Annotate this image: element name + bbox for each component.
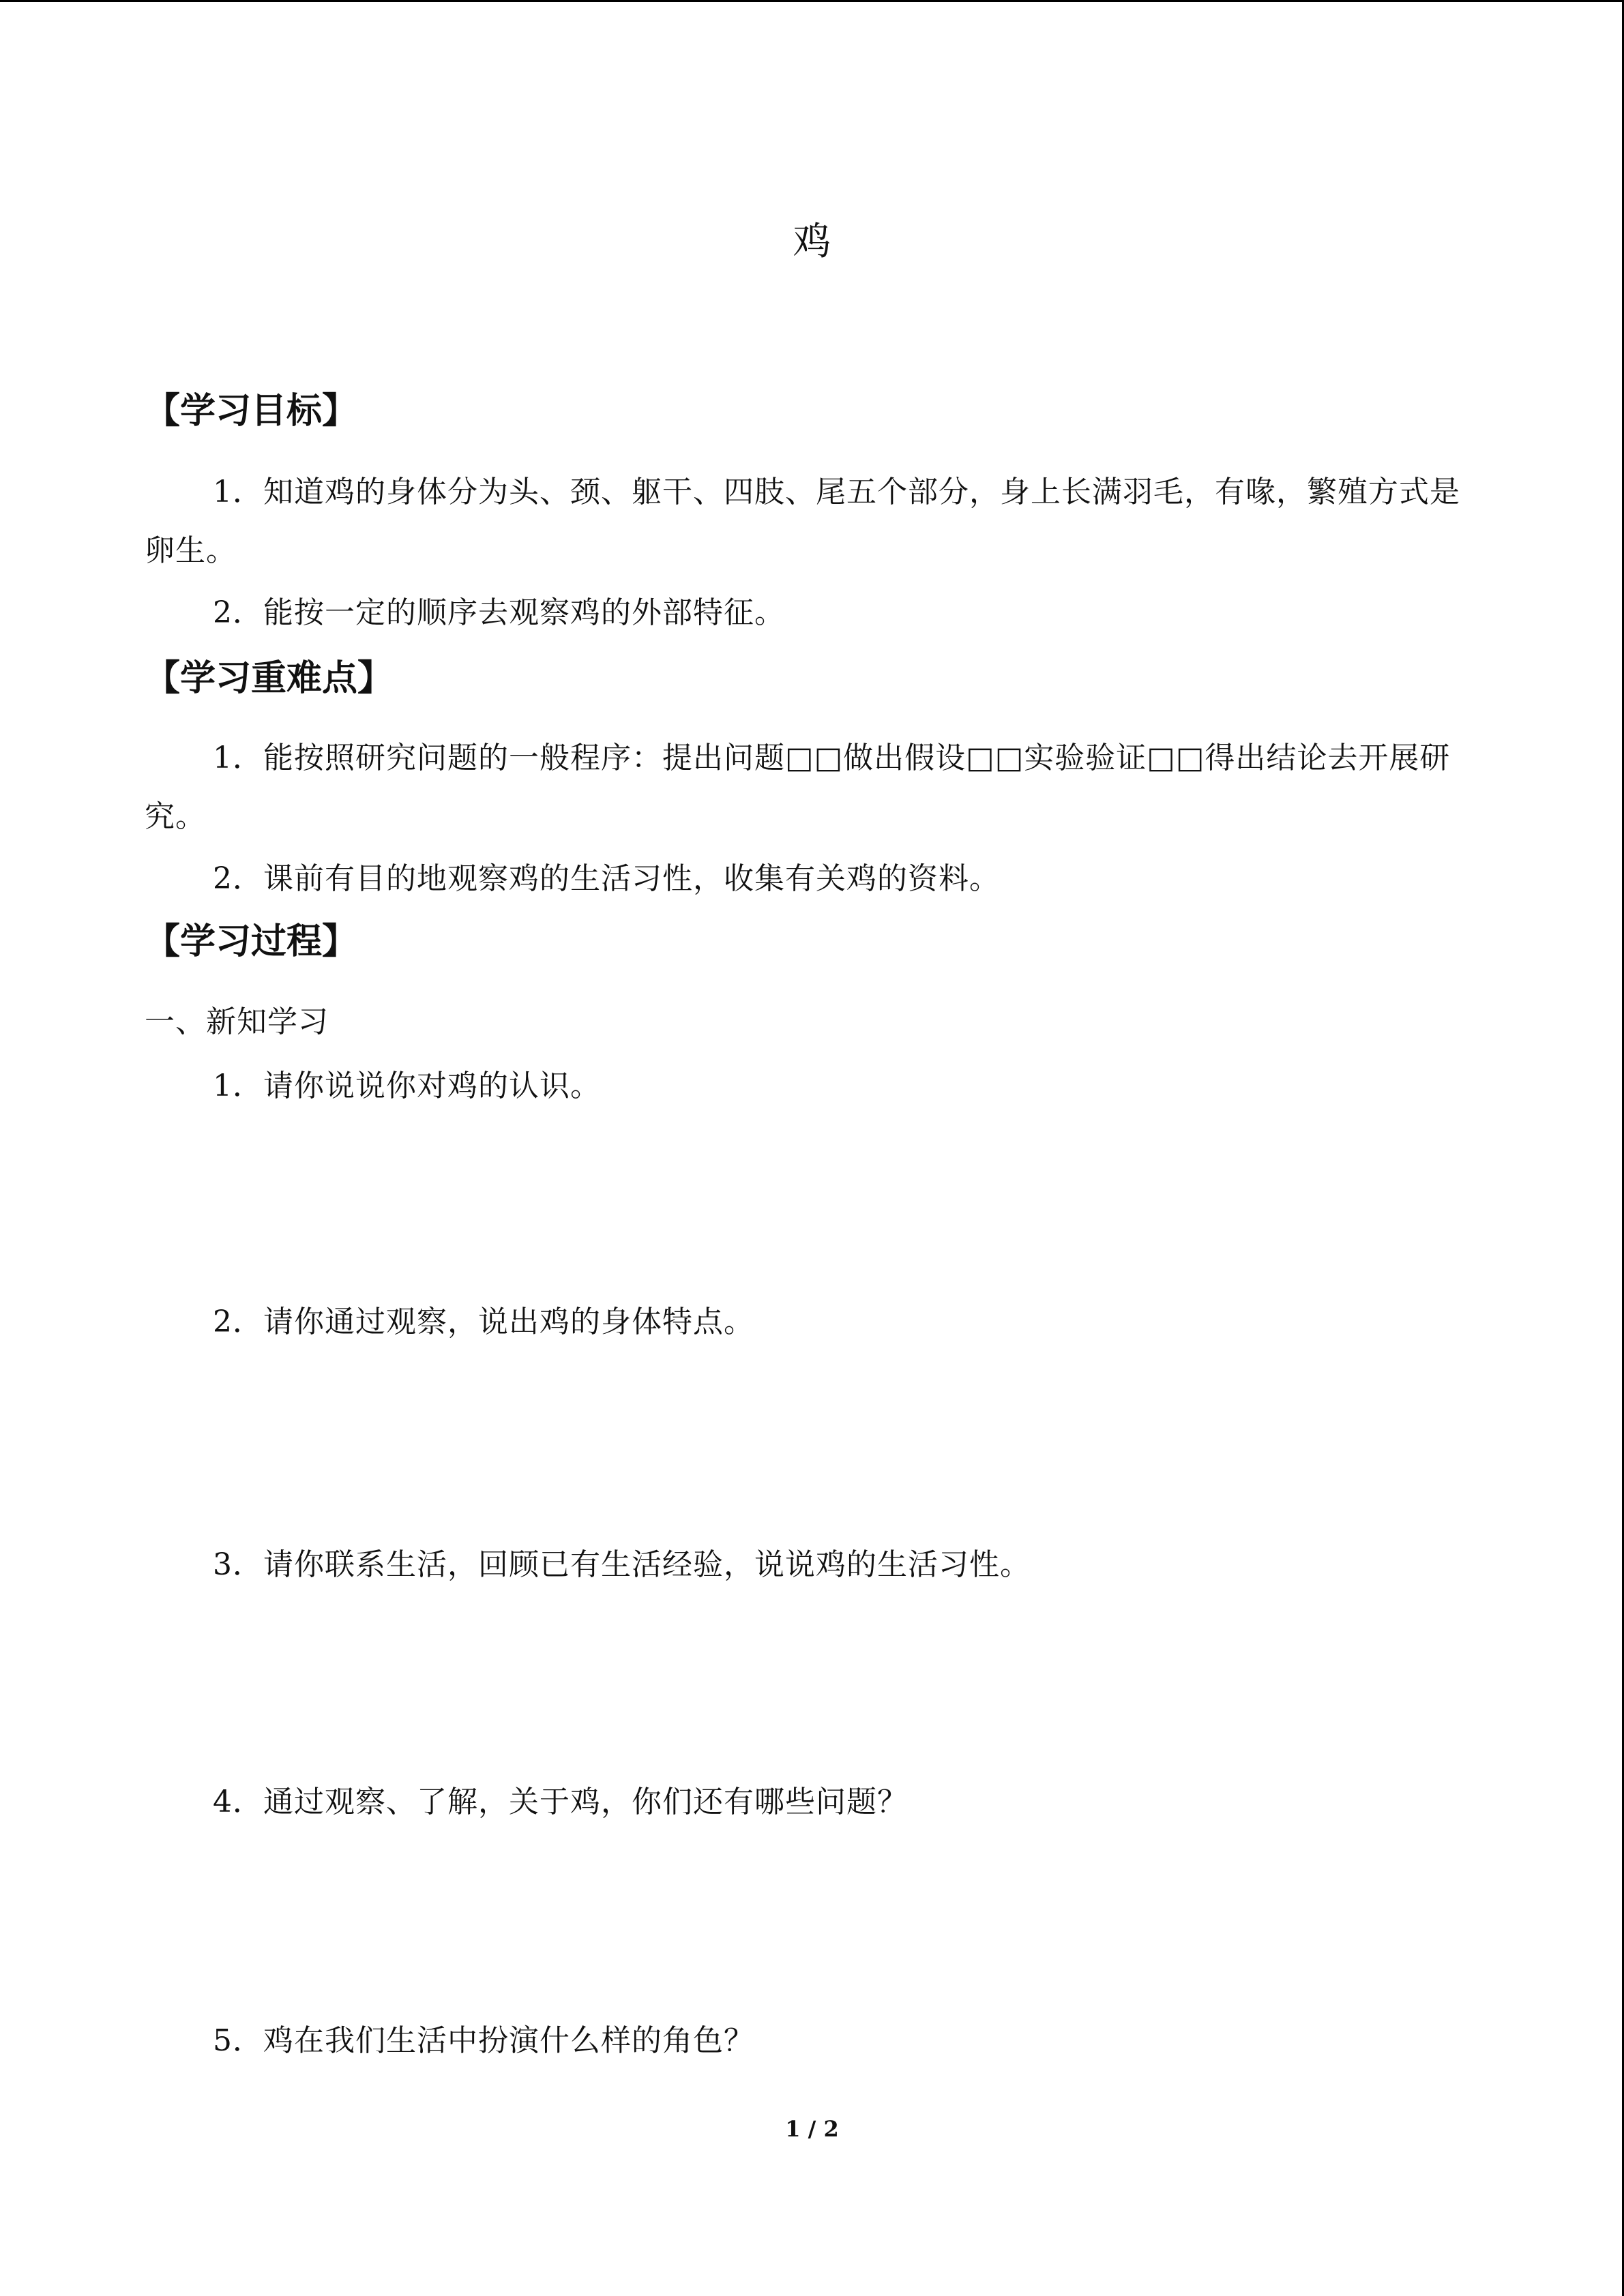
process-subheading: 一、新知学习 [145,1004,329,1039]
question-3: 3．请你联系生活，回顾已有生活经验，说说鸡的生活习性。 [213,1547,1031,1582]
key-point-item-1: 1．能按照研究问题的一般程序：提出问题□□做出假设□□实验验证□□得出结论去开展研究。 [145,741,1451,834]
goal-item-1: 1．知道鸡的身体分为头、颈、躯干、四肢、尾五个部分，身上长满羽毛，有喙，繁殖方式是卵生。 [145,475,1460,568]
section-heading-process: 【学习过程】 [145,921,358,962]
section-heading-key-points: 【学习重难点】 [145,658,394,699]
goal-item-2: 2．能按一定的顺序去观察鸡的外部特征。 [213,595,785,630]
question-5: 5．鸡在我们生活中扮演什么样的角色？ [213,2023,754,2058]
key-point-item-2: 2．课前有目的地观察鸡的生活习性，收集有关鸡的资料。 [213,861,1000,896]
section-heading-goals: 【学习目标】 [145,391,358,432]
page-title: 鸡 [793,220,831,264]
page-number: 1 / 2 [785,2116,839,2142]
question-4: 4．通过观察、了解，关于鸡，你们还有哪些问题？ [213,1785,908,1819]
question-2: 2．请你通过观察，说出鸡的身体特点。 [213,1304,754,1339]
question-1: 1．请你说说你对鸡的认识。 [213,1069,601,1103]
